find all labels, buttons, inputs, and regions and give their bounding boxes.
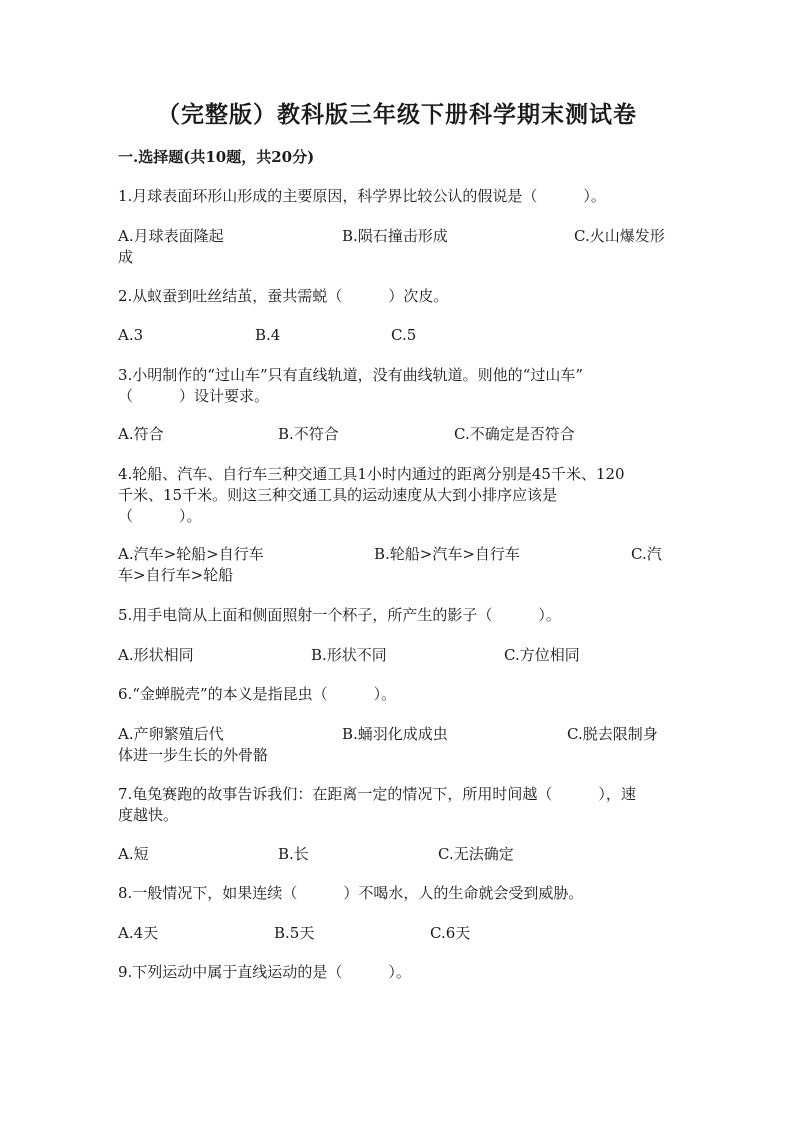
question-5 [118,605,676,626]
option-c: C.火山爆发形 [574,227,665,245]
options-5 [118,645,678,666]
option-a: A.符合 [118,425,164,443]
option-c: C.5 [391,326,417,344]
question-stem: 1.月球表面环形山形成的主要原因，科学界比较公认的假说是（ [118,187,538,205]
option-c: C.方位相同 [504,646,580,664]
option-b: B.长 [278,845,309,863]
option-c-wrap: 成 [118,248,134,266]
question-2 [118,286,676,307]
question-4 [118,464,676,527]
question-stem: 8.一般情况下，如果连续（ [118,884,298,902]
question-stem-end: ），速 [598,785,636,803]
option-c: C.不确定是否符合 [454,425,575,443]
question-stem-end: ）设计要求。 [179,387,270,405]
question-stem-end: ）。 [179,507,202,525]
page-title: （完整版）教科版三年级下册科学期末测试卷 [157,101,637,128]
question-stem-end: ）。 [538,606,561,624]
option-a: A.月球表面隆起 [118,227,224,245]
question-stem-end: ）。 [583,187,606,205]
question-7 [118,784,676,826]
option-a: A.3 [118,326,144,344]
option-b: B.不符合 [278,425,339,443]
options-3 [118,424,678,445]
options-8 [118,923,678,944]
option-b: B.陨石撞击形成 [342,227,448,245]
option-a: A.短 [118,845,149,863]
question-stem-end: ）不喝水，人的生命就会受到威胁。 [343,884,584,902]
option-c: C.汽 [631,545,662,563]
question-stem: （ [118,387,134,405]
option-a: A.形状相同 [118,646,194,664]
question-stem: 4.轮船、汽车、自行车三种交通工具1小时内通过的距离分别是45千米、120 [118,465,625,483]
option-b: B.轮船>汽车>自行车 [374,545,520,563]
question-stem: 千米、15千米。则这三种交通工具的运动速度从大到小排序应该是 [118,486,558,504]
option-c: C.6天 [430,924,471,942]
option-c: C.脱去限制身 [567,725,658,743]
question-3 [118,365,676,407]
option-b: B.4 [255,326,281,344]
option-a: A.产卵繁殖后代 [118,725,224,743]
question-stem: 2.从蚁蚕到吐丝结茧，蚕共需蜕（ [118,287,343,305]
question-1 [118,186,676,207]
question-stem-end: ）。 [373,685,397,703]
question-stem: 6.“金蝉脱壳”的本义是指昆虫（ [118,685,328,703]
options-4 [118,544,678,586]
options-1 [118,226,678,268]
question-stem: 3.小明制作的“过山车”只有直线轨道，没有曲线轨道。则他的“过山车” [118,366,583,384]
question-6 [118,684,676,705]
question-9 [118,962,676,983]
question-stem-end: ）。 [388,963,411,981]
option-b: B.5天 [274,924,315,942]
option-c-wrap: 车>自行车>轮船 [118,566,234,584]
options-2 [118,325,678,346]
options-6 [118,724,678,766]
question-stem: 度越快。 [118,806,179,824]
section-heading: 一.选择题(共10题，共20分) [118,148,315,166]
question-stem: 9.下列运动中属于直线运动的是（ [118,963,343,981]
question-stem: （ [118,507,134,525]
option-a: A.4天 [118,924,159,942]
option-c-wrap: 体进一步生长的外骨骼 [118,746,269,764]
question-stem: 5.用手电筒从上面和侧面照射一个杯子，所产生的影子（ [118,606,493,624]
option-a: A.汽车>轮船>自行车 [118,545,264,563]
options-7 [118,844,678,865]
option-b: B.形状不同 [311,646,387,664]
question-stem-end: ）次皮。 [388,287,449,305]
question-stem: 7.龟兔赛跑的故事告诉我们：在距离一定的情况下，所用时间越（ [118,785,553,803]
option-c: C.无法确定 [438,845,514,863]
question-8 [118,883,676,904]
option-b: B.蛹羽化成成虫 [342,725,448,743]
